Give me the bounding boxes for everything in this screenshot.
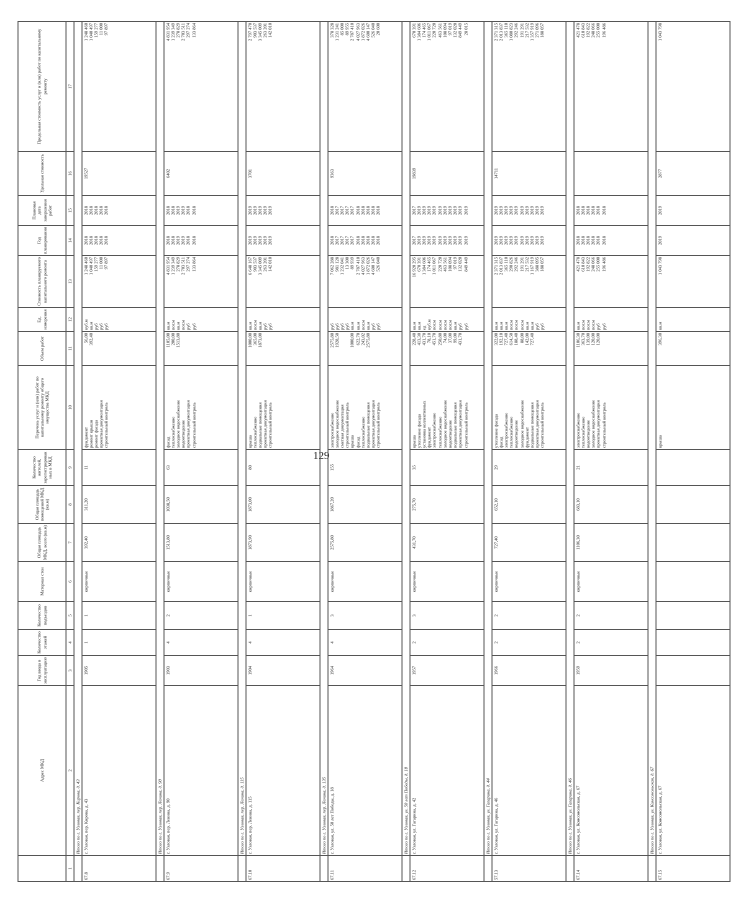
works-cell: фасад теплоснабжение холодное водоснабжение водоотведение проектная документация строительный контроль	[164, 366, 238, 450]
volume-cell: 228,40 413,30 431,70 78,10 451,70 250,80 74,00 37,00 99,00 431,70	[410, 332, 484, 366]
area-total-cell: 1513,80	[164, 524, 238, 562]
area-rooms-cell: 652,10	[492, 486, 566, 524]
column-number: 6	[66, 562, 74, 602]
material-cell: кирпичные	[246, 562, 320, 602]
limit-cost-cell: 670 391 1 384 606 174 465 1 011 067 220 720 463 561 108 094 97 019 132 020 849 449 28 015	[410, 21, 484, 151]
volume-cell: 1000,00 365,00 1873,00	[246, 332, 320, 366]
plan-year-cell: 2017 2019 2019 2019 2019 2019 2019 2019 2019 2019 2019	[410, 226, 484, 256]
column-number: 15	[66, 196, 74, 226]
column-number: 7	[66, 524, 74, 562]
subtotal-row	[402, 21, 410, 881]
subtotal-label: Итого по г. Узловая, пер. Ленина, д. 90	[156, 21, 164, 855]
header-cell-2: Адрес МКД	[18, 686, 66, 856]
rotated-table-page	[18, 22, 662, 882]
residents-cell: 29	[492, 450, 566, 486]
cost-cell: 421 478 610 843 192 822 248 066 255 000 196 486	[574, 256, 648, 308]
cost-cell: 16 920 295 670 391 1 384 606 174 465 1 011 067 220 720 463 561 108 094 97 019 132 020 849 449	[410, 256, 484, 308]
works-cell: крыша	[656, 366, 730, 450]
end-year-cell: 2018 2018 2018 2018 2018	[82, 196, 156, 226]
header-cell-15: Плановая дата завершения работ	[18, 196, 66, 226]
floors-cell: 2	[574, 630, 648, 656]
limit-cost-cell: 1 248 460 1 040 497 159 277 11 000 97 897	[82, 21, 156, 151]
row-number: 67.9	[164, 856, 238, 882]
residents-cell: 21	[574, 450, 648, 486]
header-cell-5: Количество подъездов	[18, 602, 66, 630]
cost-cell: 6 648 167 903 537 3 345 009 263 201 142 010	[246, 256, 320, 308]
volume-cell: 322,00 192,10 727,40 614,50 188,40 88,00 142,00 727,40	[492, 332, 566, 366]
table-row	[328, 21, 402, 881]
floors-cell: 2	[492, 630, 566, 656]
plan-year-cell: 2018 2018 2018 2018 2018 2018	[574, 226, 648, 256]
year-cell: 1904	[246, 656, 320, 686]
header-cell-7: Общая площадь МКД, всего (кв.м)	[18, 524, 66, 562]
limit-cost-cell: 2 371 315 2 013 837 365 110 1 080 823 292 246 191 291 217 532 1 357 919 271 096 188 057	[492, 21, 566, 151]
header-cell-17: Предельная стоимость услуг и (или) работ по капитальному ремонту	[18, 21, 66, 151]
volume-cell: 2575,80 1928,50 1000,00 622,70 243,02 2575,80	[328, 332, 402, 366]
end-year-cell: 2018 2018 2019 2019 2018 2018	[164, 196, 238, 226]
subtotal-label: Итого по г. Узловая, ул. Гагарина, д. 46	[566, 21, 574, 855]
unit-cost-cell: 19527	[82, 152, 156, 196]
area-rooms-cell: 1038,50	[164, 486, 238, 524]
residents-cell: 63	[164, 450, 238, 486]
subtotal-label: Итого по г. Узловая, ул. Гагарина, д. 44	[484, 21, 492, 855]
column-number: 8	[66, 486, 74, 524]
column-number: 17	[66, 21, 74, 151]
material-cell	[656, 562, 730, 602]
unit-cost-cell: 19839	[410, 152, 484, 196]
subtotal-row	[566, 21, 574, 881]
column-number: 10	[66, 366, 74, 450]
limit-cost-cell: 1 043 798	[656, 21, 730, 151]
header-cell-16: Удельная стоимость	[18, 152, 66, 196]
subtotal-label: Итого по г. Узловая, пер. Ленина, д. 115	[238, 21, 246, 855]
header-row	[18, 21, 66, 881]
units-cell: кв.м кв.м кв.м пог.м пог.м пог.м кв.м кв.м руб руб	[492, 308, 566, 332]
column-number: 3	[66, 656, 74, 686]
year-cell: 1905	[82, 656, 156, 686]
units-cell: руб руб руб руб кв.м кв.м пог.м кв.м руб руб	[328, 308, 402, 332]
address-cell: г. Узловая, ул. Комсомольская, д. 67	[656, 686, 730, 856]
volume-cell: 396,30	[656, 332, 730, 366]
header-cell-6: Материал стен	[18, 562, 66, 602]
row-number: 67.8	[82, 856, 156, 882]
unit-cost-cell: 9363	[328, 152, 402, 196]
units-cell: кв.м пог.м кв.м руб руб	[246, 308, 320, 332]
entrances-cell: 3	[328, 602, 402, 630]
address-cell: г. Узловая, ул. Комсомольская, д. 67	[574, 686, 648, 856]
row-number: 67.14	[574, 856, 648, 882]
works-cell: фундамент ремонт крыши ремонт фасада проектная документация строительный контроль	[82, 366, 156, 450]
header-cell-13: Стоимость планируемого капитального ремонта	[18, 256, 66, 308]
volume-cell: 1105,00 200,00 1513,80	[164, 332, 238, 366]
year-cell: 1959	[574, 656, 648, 686]
column-number: 16	[66, 152, 74, 196]
subtotal-label: Итого по г. Узловая, ул. Комсомольская, д. 67	[648, 21, 656, 855]
area-rooms-cell: 1873,00	[246, 486, 320, 524]
column-number: 5	[66, 602, 74, 630]
end-year-cell: 2017 2019 2019 2019 2019 2019 2019 2019 2019 2019 2019	[410, 196, 484, 226]
table-row	[656, 21, 730, 881]
area-rooms-cell: 311,20	[82, 486, 156, 524]
subtotal-label: Итого по г. Узловая, пер. Кирова, д. 43	[74, 21, 82, 855]
subtotal-row	[484, 21, 492, 881]
residents-cell: 35	[410, 450, 484, 486]
column-number: 9	[66, 450, 74, 486]
volume-cell: 1106,30 363,70 139,00 120,00 120,00	[574, 332, 648, 366]
subtotal-row	[74, 21, 82, 881]
address-cell: г. Узловая, пер. Ленина, д. 115	[246, 686, 320, 856]
cost-cell: 1 248 460 1 040 497 159 277 11 000 97 897	[82, 256, 156, 308]
area-total-cell: 727,40	[492, 524, 566, 562]
entrances-cell: 3	[410, 602, 484, 630]
residents-cell: 11	[82, 450, 156, 486]
material-cell: кирпичные	[410, 562, 484, 602]
material-cell: кирпичные	[328, 562, 402, 602]
cost-cell: 2 371 315 2 013 837 365 110 290 826 292 246 191 291 217 532 1 167 919 388 095 188 057	[492, 256, 566, 308]
header-cell-9: Количество жителей, зарегистрированных в МКД	[18, 450, 66, 486]
floors-cell: 4	[164, 630, 238, 656]
area-rooms-cell: 1867,20	[328, 486, 402, 524]
works-cell: утепление фасада фасад электроснабжение теплоснабжение водоотведение холодное водоснабжение фундамент подвальные помещения проектная документация строительный контроль	[492, 366, 566, 450]
units-cell: кв.м	[656, 308, 730, 332]
entrances-cell: 2	[574, 602, 648, 630]
works-cell: крыша утепление фасада установка коллективных фундамент электроснабжение теплоснабжение холодное водоснабжение водоотведение подвальные помещения проектная документация строительный контроль	[410, 366, 484, 450]
cost-cell: 4 831 954 1 239 349 278 829 2 703 511 297 274 133 864	[164, 256, 238, 308]
floors-cell: 2	[410, 630, 484, 656]
row-number: 67.11	[328, 856, 402, 882]
address-cell: г. Узловая, ул. Гагарина, д. 46	[492, 686, 566, 856]
end-year-cell: 2018 2018 2018 2018 2018 2018	[574, 196, 648, 226]
header-cell-3: Год ввода в эксплуатацию	[18, 656, 66, 686]
table-body	[74, 21, 730, 881]
area-total-cell: 392,40	[82, 524, 156, 562]
entrances-cell: 2	[164, 602, 238, 630]
header-cell-4: Количество этажей	[18, 630, 66, 656]
column-number-row	[66, 21, 74, 881]
floors-cell: 4	[246, 630, 320, 656]
plan-year-cell: 2018 2018 2019 2019 2018 2018	[164, 226, 238, 256]
area-total-cell	[656, 524, 730, 562]
limit-cost-cell: 2 797 470 903 537 3 345 009 263 201 142 010	[246, 21, 320, 151]
limit-cost-cell: 378 328 1 231 241 85 000 89 955 2 787 410 4 027 963 1 872 026 4 600 147 526 040 20 600	[328, 21, 402, 151]
plan-year-cell: 2019 2019 2019 2019 2019	[246, 226, 320, 256]
material-cell: кирпичные	[164, 562, 238, 602]
area-total-cell: 1106,30	[574, 524, 648, 562]
address-cell: г. Узловая, ул. 50 лет Победы, д. 18	[328, 686, 402, 856]
year-cell: 1966	[492, 656, 566, 686]
entrances-cell: 2	[492, 602, 566, 630]
address-cell: г. Узловая, ул. Гагарина, д. 42	[410, 686, 484, 856]
column-number: 2	[66, 686, 74, 856]
residents-cell: 155	[328, 450, 402, 486]
material-cell: кирпичные	[574, 562, 648, 602]
material-cell: кирпичные	[82, 562, 156, 602]
floors-cell: 4	[328, 630, 402, 656]
capital-repair-table	[18, 21, 731, 882]
entrances-cell	[656, 602, 730, 630]
subtotal-row	[238, 21, 246, 881]
area-total-cell: 2575,80	[328, 524, 402, 562]
header-cell-1	[18, 856, 66, 882]
year-cell: 1957	[410, 656, 484, 686]
floors-cell: 1	[82, 630, 156, 656]
plan-year-cell: 2018 2017 2017 2017 2017 2018 2018 2018 2018 2018	[328, 226, 402, 256]
year-cell	[656, 656, 730, 686]
header-cell-10: Перечень услуг и (или) работ по капитальному ремонту общего имущества МКД	[18, 366, 66, 450]
unit-cost-cell: 3701	[246, 152, 320, 196]
limit-cost-cell: 421 478 610 843 192 822 248 066 255 000 196 486	[574, 21, 648, 151]
area-rooms-cell: 275,70	[410, 486, 484, 524]
plan-year-cell: 2019	[656, 226, 730, 256]
unit-cost-cell	[574, 152, 648, 196]
residents-cell: 80	[246, 450, 320, 486]
table-row	[164, 21, 238, 881]
area-rooms-cell	[656, 486, 730, 524]
row-number: 67.15	[656, 856, 730, 882]
end-year-cell: 2019	[656, 196, 730, 226]
cost-cell: 7 062 288 981 128 1 232 041 13 300 89 939 2 787 410 4 027 963 1 872 026 4 600 147 526 040	[328, 256, 402, 308]
column-number: 12	[66, 308, 74, 332]
entrances-cell: 1	[246, 602, 320, 630]
column-number: 4	[66, 630, 74, 656]
end-year-cell: 2019 2019 2019 2019 2019 2019 2019 2019 2019 2019	[492, 196, 566, 226]
subtotal-label: Итого по г. Узловая, ул. 50 лет Победы, д. 18	[402, 21, 410, 855]
column-number: 13	[66, 256, 74, 308]
units-cell: кв.м кв.м ед куб.м пог.м пог.м пог.м пог.м кв.м руб руб	[410, 308, 484, 332]
works-cell: электроснабжение холодное водоснабжение сметная документация строительный контроль крыша фасад теплоснабжение подвальные помещения проектная документация строительный контроль	[328, 366, 402, 450]
column-number: 11	[66, 332, 74, 366]
area-rooms-cell: 683,10	[574, 486, 648, 524]
area-total-cell: 431,70	[410, 524, 484, 562]
works-cell: электроснабжение теплоснабжение водоотведение холодное водоснабжение проектная документация строительный контроль	[574, 366, 648, 450]
units-cell: кв.м пог.м пог.м пог.м руб руб	[574, 308, 648, 332]
column-number: 14	[66, 226, 74, 256]
subtotal-row	[156, 21, 164, 881]
works-cell: крыша теплоснабжение подвальные помещения проектная документация строительный контроль	[246, 366, 320, 450]
table-row	[246, 21, 320, 881]
subtotal-row	[320, 21, 328, 881]
table-row	[410, 21, 484, 881]
column-number: 1	[66, 856, 74, 882]
unit-cost-cell: 14711	[492, 152, 566, 196]
table-row	[492, 21, 566, 881]
plan-year-cell: 2019 2019 2019 2019 2019 2019 2019 2019 2019 2019	[492, 226, 566, 256]
floors-cell	[656, 630, 730, 656]
subtotal-label: Итого по г. Узловая, пер. Ленина, д. 135	[320, 21, 328, 855]
limit-cost-cell: 4 831 954 1 239 349 278 829 2 703 511 297 274 133 864	[164, 21, 238, 151]
header-cell-11: Объем работ	[18, 332, 66, 366]
units-cell: куб.м кв.м руб руб руб	[82, 308, 156, 332]
address-cell: г. Узловая, пер. Ленина, д. 90	[164, 686, 238, 856]
area-total-cell: 1873,90	[246, 524, 320, 562]
page-number: 129	[313, 450, 330, 462]
plan-year-cell: 2018 2018 2018 2018 2018	[82, 226, 156, 256]
cost-cell: 1 043 798	[656, 256, 730, 308]
row-number: 67.12	[410, 856, 484, 882]
units-cell: кв.м пог.м кв.м пог.м руб руб	[164, 308, 238, 332]
unit-cost-cell: 2877	[656, 152, 730, 196]
material-cell: кирпичные	[492, 562, 566, 602]
address-cell: г. Узловая, пер. Кирова, д. 43	[82, 686, 156, 856]
header-cell-12: Ед. измерения	[18, 308, 66, 332]
table-row	[82, 21, 156, 881]
entrances-cell: 1	[82, 602, 156, 630]
header-cell-8: Общая площадь помещений МКД (кв.м)	[18, 486, 66, 524]
end-year-cell: 2019 2019 2019 2019 2019	[246, 196, 320, 226]
volume-cell: 56,00 392,40	[82, 332, 156, 366]
header-cell-14: Год планирования	[18, 226, 66, 256]
table-row	[574, 21, 648, 881]
row-number: 57.13	[492, 856, 566, 882]
subtotal-row	[648, 21, 656, 881]
row-number: 67.10	[246, 856, 320, 882]
end-year-cell: 2018 2017 2017 2017 2017 2018 2018 2018 2018 2018	[328, 196, 402, 226]
year-cell: 1903	[164, 656, 238, 686]
residents-cell	[656, 450, 730, 486]
unit-cost-cell: 6402	[164, 152, 238, 196]
year-cell: 1964	[328, 656, 402, 686]
